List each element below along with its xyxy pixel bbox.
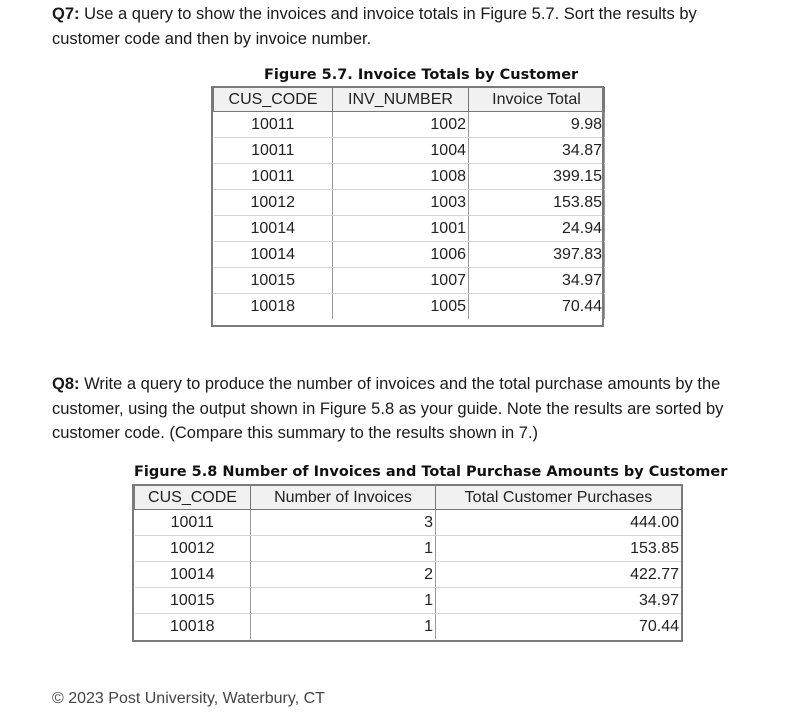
column-header-number-of-invoices: Number of Invoices: [251, 486, 436, 510]
table-row: [214, 294, 605, 320]
question-7-text: Use a query to show the invoices and invoice totals in Figure 5.7. Sort the results by customer code and then by invoice number.: [52, 5, 697, 48]
table-row: [214, 216, 605, 242]
cell-invoice-total: 34.87: [469, 138, 605, 164]
table-row: [135, 562, 682, 588]
question-8-text: Write a query to produce the number of invoices and the total purchase amounts by the customer, using the output shown in Figure 5.8 as your guide. Note the results are sorted by customer code. (Compare this summary to the results shown in 7.): [52, 375, 724, 442]
cell-inv-number: 1003: [333, 190, 469, 216]
cell-invoice-total: 399.15: [469, 164, 605, 190]
table-row: [214, 164, 605, 190]
cell-cus-code: 10014: [135, 562, 251, 588]
cell-cus-code: 10011: [135, 510, 251, 536]
cell-number-of-invoices: 3: [251, 510, 436, 536]
table-row: [214, 190, 605, 216]
cell-invoice-total: 397.83: [469, 242, 605, 268]
question-8-label: Q8:: [52, 375, 80, 393]
cell-cus-code: 10012: [214, 190, 333, 216]
question-7: [52, 2, 767, 51]
page-footer: © 2023 Post University, Waterbury, CT: [52, 690, 325, 707]
cell-cus-code: 10012: [135, 536, 251, 562]
cell-invoice-total: 34.97: [469, 268, 605, 294]
column-header-invoice-total: Invoice Total: [469, 88, 605, 112]
cell-cus-code: 10018: [135, 614, 251, 640]
invoice-totals-table: [213, 87, 605, 319]
question-8: [52, 372, 777, 446]
table-row: [214, 112, 605, 138]
cell-total-purchases: 34.97: [436, 588, 682, 614]
question-7-label: Q7:: [52, 5, 80, 23]
cell-invoice-total: 9.98: [469, 112, 605, 138]
cell-cus-code: 10015: [214, 268, 333, 294]
table-row: [214, 138, 605, 164]
figure-5-8-caption: Figure 5.8 Number of Invoices and Total Purchase Amounts by Customer: [134, 464, 728, 480]
table-row: [214, 242, 605, 268]
table-row: [135, 510, 682, 536]
table-row: [214, 268, 605, 294]
cell-cus-code: 10011: [214, 164, 333, 190]
cell-cus-code: 10011: [214, 112, 333, 138]
cell-total-purchases: 153.85: [436, 536, 682, 562]
column-header-cus-code: CUS_CODE: [214, 88, 333, 112]
cell-total-purchases: 70.44: [436, 614, 682, 640]
figure-5-7-caption: Figure 5.7. Invoice Totals by Customer: [264, 67, 579, 83]
customer-summary-table: [134, 485, 682, 639]
cell-total-purchases: 422.77: [436, 562, 682, 588]
table-row: [135, 614, 682, 640]
cell-cus-code: 10014: [214, 216, 333, 242]
table-row: [135, 536, 682, 562]
cell-invoice-total: 70.44: [469, 294, 605, 320]
cell-number-of-invoices: 1: [251, 536, 436, 562]
cell-inv-number: 1001: [333, 216, 469, 242]
cell-cus-code: 10018: [214, 294, 333, 320]
cell-inv-number: 1005: [333, 294, 469, 320]
column-header-cus-code: CUS_CODE: [135, 486, 251, 510]
cell-number-of-invoices: 2: [251, 562, 436, 588]
cell-cus-code: 10014: [214, 242, 333, 268]
cell-number-of-invoices: 1: [251, 614, 436, 640]
table-header-row: [214, 88, 605, 112]
table-row: [135, 588, 682, 614]
cell-inv-number: 1006: [333, 242, 469, 268]
cell-number-of-invoices: 1: [251, 588, 436, 614]
column-header-total-customer-purchases: Total Customer Purchases: [436, 486, 682, 510]
cell-total-purchases: 444.00: [436, 510, 682, 536]
cell-inv-number: 1004: [333, 138, 469, 164]
cell-invoice-total: 24.94: [469, 216, 605, 242]
cell-invoice-total: 153.85: [469, 190, 605, 216]
cell-inv-number: 1007: [333, 268, 469, 294]
cell-cus-code: 10015: [135, 588, 251, 614]
cell-inv-number: 1002: [333, 112, 469, 138]
cell-cus-code: 10011: [214, 138, 333, 164]
table-header-row: [135, 486, 682, 510]
column-header-inv-number: INV_NUMBER: [333, 88, 469, 112]
cell-inv-number: 1008: [333, 164, 469, 190]
